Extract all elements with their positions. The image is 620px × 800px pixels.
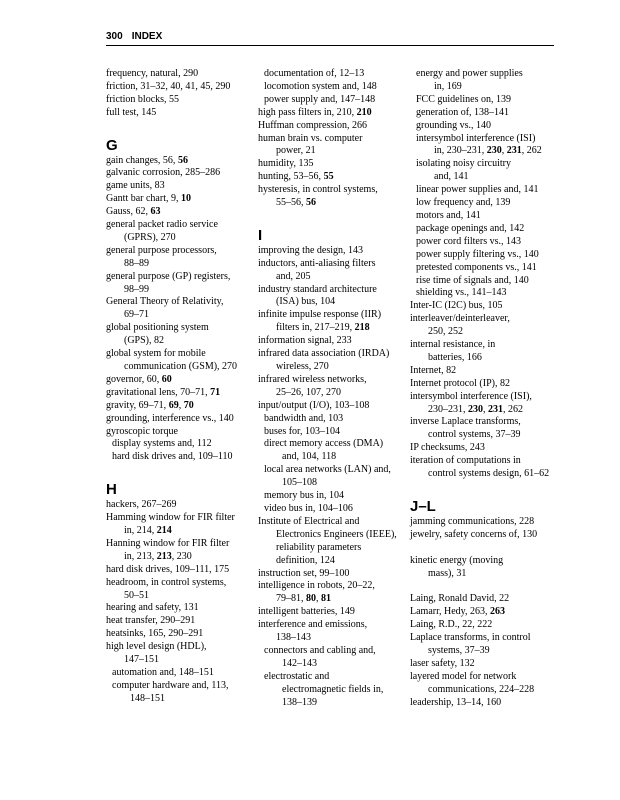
index-entry: friction blocks, 55 — [106, 93, 180, 105]
index-entry: in, 230–231, 230, 231, 262 — [434, 145, 542, 157]
index-entry: Gantt bar chart, 9, 10 — [106, 193, 191, 205]
index-entry: 55–56, 56 — [276, 197, 316, 209]
index-entry: internal resistance, in — [410, 339, 496, 351]
index-entry: buses for, 103–104 — [264, 425, 340, 437]
section-letter-heading: G — [106, 136, 118, 154]
index-entry: 69–71 — [124, 309, 149, 321]
index-entry: linear power supplies and, 141 — [416, 184, 539, 196]
index-entry: mass), 31 — [428, 567, 467, 579]
index-entry: wireless, 270 — [276, 361, 329, 373]
index-entry: humidity, 135 — [258, 158, 314, 170]
index-entry: jamming communications, 228 — [410, 515, 535, 527]
index-entry: jewelry, safety concerns of, 130 — [410, 528, 538, 540]
index-entry: power supply filtering vs., 140 — [416, 248, 539, 260]
index-entry: filters in, 217–219, 218 — [276, 322, 370, 334]
index-entry: energy and power supplies — [416, 68, 523, 79]
index-entry: power, 21 — [276, 145, 316, 157]
index-entry: in, 213, 213, 230 — [124, 550, 192, 562]
spacer — [106, 464, 256, 477]
index-entry: 138–143 — [276, 632, 311, 644]
index-entry: locomotion system and, 148 — [264, 80, 377, 92]
spacer — [410, 542, 560, 555]
index-entry: (GPS), 82 — [124, 335, 165, 347]
index-entry: 230–231, 230, 231, 262 — [428, 403, 523, 415]
index-entry: gravity, 69–71, 69, 70 — [106, 399, 194, 411]
index-entry: iteration of computations in — [410, 455, 521, 467]
index-entry: 105–108 — [282, 477, 317, 489]
index-entry: documentation of, 12–13 — [264, 68, 365, 79]
spacer — [410, 580, 560, 593]
spacer — [410, 481, 560, 494]
index-entry: interleaver/deinterleaver, — [410, 313, 510, 325]
index-entry: intersymbol interference (ISI), — [410, 390, 532, 402]
index-entry: 88–89 — [124, 257, 149, 269]
index-entry: power cord filters vs., 143 — [416, 235, 521, 247]
index-entry: Institute of Electrical and — [258, 515, 360, 527]
index-entry: heatsinks, 165, 290–291 — [106, 628, 204, 640]
index-entry: inverse Laplace transforms, — [410, 416, 521, 428]
index-entry: low frequency and, 139 — [416, 197, 511, 209]
index-entry: 142–143 — [282, 657, 317, 669]
index-entry: Laing, R.D., 22, 222 — [410, 619, 493, 631]
index-entry: game units, 83 — [106, 180, 165, 192]
index-entry: high level design (HDL), — [106, 641, 207, 653]
index-entry: global positioning system — [106, 322, 209, 334]
index-entry: FCC guidelines on, 139 — [416, 93, 512, 105]
index-entry: leadership, 13–14, 160 — [410, 696, 502, 708]
index-entry: grounding, interference vs., 140 — [106, 412, 234, 424]
section-letter-heading: H — [106, 481, 117, 499]
index-entry: shielding vs., 141–143 — [416, 287, 507, 299]
spacer — [106, 120, 256, 133]
index-entry: electromagnetic fields in, — [282, 683, 384, 695]
section-letter-heading: J–L — [410, 497, 436, 515]
index-entry: kinetic energy (moving — [410, 554, 504, 566]
index-entry: Internet protocol (IP), 82 — [410, 377, 510, 389]
index-entry: 138–139 — [282, 696, 317, 708]
index-entry: full test, 145 — [106, 106, 157, 118]
index-entry: power supply and, 147–148 — [264, 93, 376, 105]
index-entry: connectors and cabling and, — [264, 644, 376, 656]
index-entry: bandwidth and, 103 — [264, 412, 344, 424]
index-entry: (GPRS), 270 — [124, 231, 176, 243]
index-entry: Laing, Ronald David, 22 — [410, 593, 510, 605]
index-entry: layered model for network — [410, 670, 517, 682]
index-entry: general packet radio service — [106, 219, 218, 231]
index-entry: in, 214, 214 — [124, 524, 172, 536]
index-entry: Huffman compression, 266 — [258, 119, 367, 131]
index-entry: Hamming window for FIR filter — [106, 512, 235, 524]
index-entry: inductors, anti-aliasing filters — [258, 257, 376, 269]
index-entry: friction, 31–32, 40, 41, 45, 290 — [106, 80, 231, 92]
index-entry: 250, 252 — [428, 326, 463, 338]
index-entry: local area networks (LAN) and, — [264, 464, 391, 476]
index-entry: communication (GSM), 270 — [124, 361, 238, 373]
index-entry: generation of, 138–141 — [416, 106, 510, 118]
index-entry: and, 104, 118 — [282, 451, 337, 463]
index-entry: communications, 224–228 — [428, 683, 535, 695]
index-entry: pretested components vs., 141 — [416, 261, 537, 273]
running-title: INDEX — [131, 31, 163, 42]
index-entry: 25–26, 107, 270 — [276, 386, 341, 398]
index-entry: gravitational lens, 70–71, 71 — [106, 386, 221, 398]
index-entry: in, 169 — [434, 80, 462, 92]
index-entry: global system for mobile — [106, 348, 206, 360]
index-entry: hard disk drives, 109–111, 175 — [106, 563, 230, 575]
index-entry: direct memory access (DMA) — [264, 438, 384, 450]
index-entry: frequency, natural, 290 — [106, 68, 199, 79]
index-entry: systems, 37–39 — [428, 644, 490, 656]
index-entry: hackers, 267–269 — [106, 499, 177, 511]
index-entry: human brain vs. computer — [258, 132, 363, 144]
index-entry: high pass filters in, 210, 210 — [258, 106, 372, 118]
index-entry: batteries, 166 — [428, 351, 482, 363]
index-entry: Electronics Engineers (IEEE), — [276, 528, 397, 540]
index-entry: hysteresis, in control systems, — [258, 184, 378, 196]
index-entry: video bus in, 104–106 — [264, 502, 353, 514]
index-entry: IP checksums, 243 — [410, 442, 485, 454]
index-entry: and, 141 — [434, 171, 469, 183]
index-entry: (ISA) bus, 104 — [276, 296, 336, 308]
index-entry: general purpose (GP) registers, — [106, 270, 231, 282]
page-header — [106, 31, 554, 46]
index-entry: galvanic corrosion, 285–286 — [106, 167, 221, 179]
index-entry: control systems design, 61–62 — [428, 468, 550, 480]
page-number: 300 — [106, 31, 123, 42]
index-entry: heat transfer, 290–291 — [106, 615, 196, 627]
index-entry: reliability parameters — [276, 541, 362, 553]
index-entry: hearing and safety, 131 — [106, 602, 199, 614]
index-entry: memory bus in, 104 — [264, 490, 344, 502]
index-entry: definition, 124 — [276, 554, 335, 566]
index-entry: Gauss, 62, 63 — [106, 206, 161, 218]
index-entry: industry standard architecture — [258, 283, 377, 295]
index-entry: 79–81, 80, 81 — [276, 593, 331, 605]
index-entry: governor, 60, 60 — [106, 373, 172, 385]
section-letter-heading: I — [258, 226, 263, 244]
index-entry: 147–151 — [124, 654, 159, 666]
index-entry: display systems and, 112 — [112, 438, 212, 450]
index-entry: motors and, 141 — [416, 209, 481, 221]
index-entry: gyroscopic torque — [106, 425, 178, 437]
index-entry: Hanning window for FIR filter — [106, 537, 230, 549]
spacer — [258, 210, 408, 223]
index-entry: infinite impulse response (IIR) — [258, 309, 382, 321]
index-entry: control systems, 37–39 — [428, 429, 521, 441]
index-entry: electrostatic and — [264, 670, 330, 682]
index-entry: input/output (I/O), 103–108 — [258, 399, 370, 411]
index-entry: 50–51 — [124, 589, 149, 601]
index-entry: infrared data association (IRDA) — [258, 348, 390, 360]
index-entry: laser safety, 132 — [410, 657, 475, 669]
index-entry: interference and emissions, — [258, 619, 368, 631]
index-entry: intelligence in robots, 20–22, — [258, 580, 375, 592]
index-entry: Inter-IC (I2C) bus, 105 — [410, 300, 503, 312]
index-entry: package openings and, 142 — [416, 222, 525, 234]
index-entry: rise time of signals and, 140 — [416, 274, 529, 286]
index-entry: Lamarr, Hedy, 263, 263 — [410, 606, 506, 618]
index-entry: hunting, 53–56, 55 — [258, 171, 334, 183]
index-entry: headroom, in control systems, — [106, 576, 227, 588]
index-entry: computer hardware and, 113, — [112, 679, 229, 691]
index-entry: Laplace transforms, in control — [410, 632, 531, 644]
index-entry: intersymbol interference (ISI) — [416, 132, 536, 144]
index-entry: infrared wireless networks, — [258, 373, 367, 385]
index-column-1 — [106, 68, 256, 706]
index-entry: Internet, 82 — [410, 364, 457, 376]
index-entry: gain changes, 56, 56 — [106, 154, 188, 166]
index-entry: grounding vs., 140 — [416, 119, 491, 131]
index-entry: 98–99 — [124, 283, 149, 295]
index-entry: and, 205 — [276, 270, 311, 282]
index-entry: improving the design, 143 — [258, 244, 363, 256]
index-entry: information signal, 233 — [258, 335, 352, 347]
index-entry: General Theory of Relativity, — [106, 296, 224, 308]
index-entry: general purpose processors, — [106, 244, 217, 256]
index-column-2 — [258, 68, 408, 709]
index-column-3 — [410, 68, 560, 709]
index-entry: instruction set, 99–100 — [258, 567, 350, 579]
index-entry: intelligent batteries, 149 — [258, 606, 355, 618]
index-entry: automation and, 148–151 — [112, 666, 214, 678]
index-entry: 148–151 — [130, 692, 165, 704]
index-entry: isolating noisy circuitry — [416, 158, 511, 170]
index-entry: hard disk drives and, 109–110 — [112, 451, 233, 463]
